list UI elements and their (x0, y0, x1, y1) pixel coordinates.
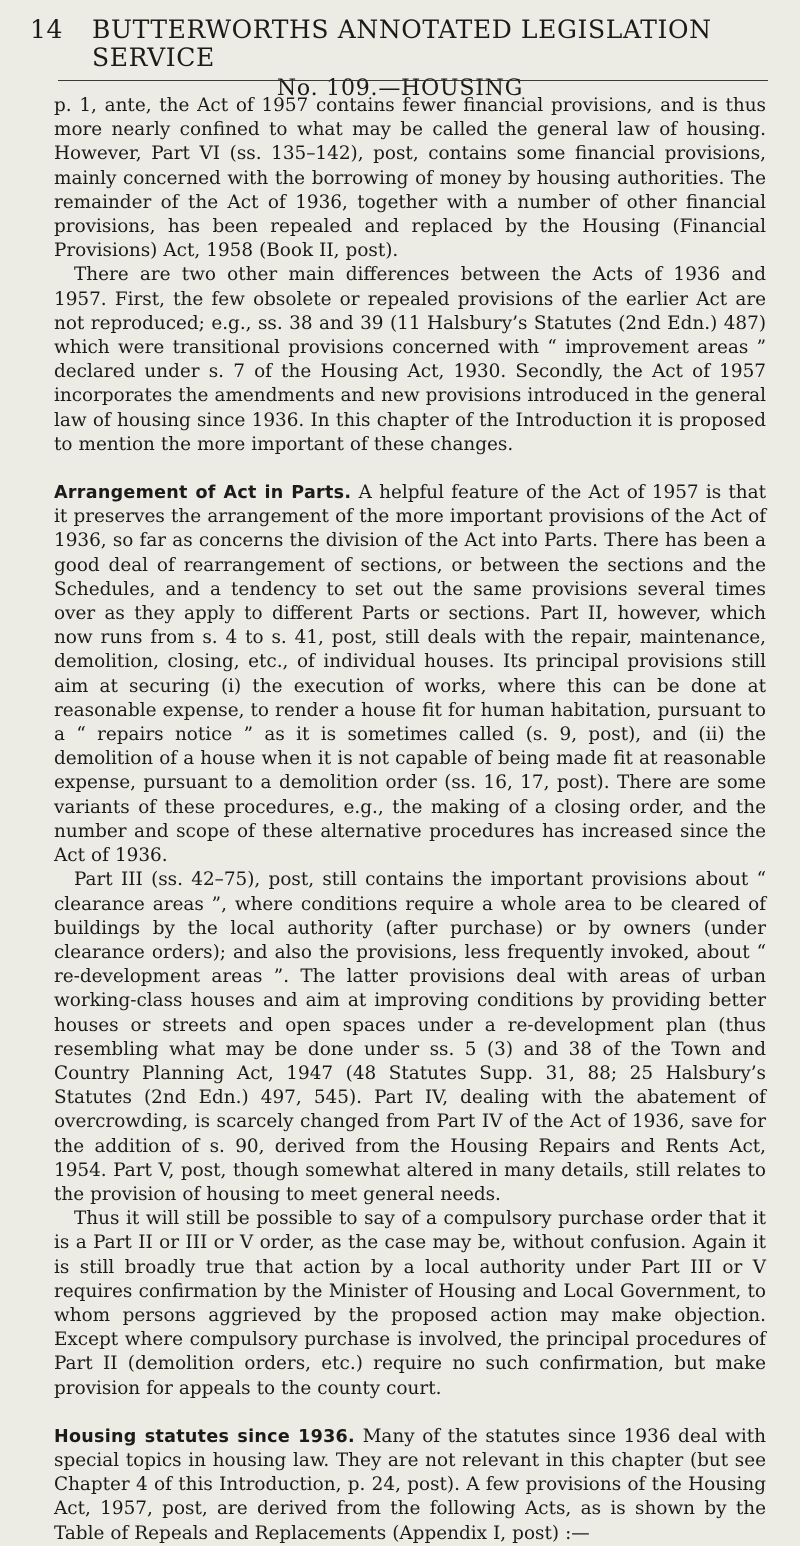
section-heading: Housing statutes since 1936. (54, 1426, 355, 1447)
page-number: 14 (30, 15, 64, 44)
series-subtitle: No. 109.—HOUSING (276, 76, 524, 101)
paragraph: p. 1, ante, the Act of 1957 contains fewer financial provisions, and is thus more nearly confined to what may be called the general law of housing. However, Part VI (ss. 135–142), post, contains some financial provisions, mainly concerned with the borrowing of money by housing authorities. The remainder of the Act of 1936, together with a number of other financial provisions, has been repealed and replaced by the Housing (Financial Provisions) Act, 1958 (Book II, post). (54, 95, 766, 262)
section-heading: Arrangement of Act in Parts. (54, 483, 352, 504)
paragraph (54, 481, 766, 868)
paragraph-text: A helpful feature of the Act of 1957 is that it preserves the arrangement of the more important provisions of the Act of 1936, so far as concerns the division of the Act into Parts. There has been a good deal of rearrangement of sections, or between the sections and the Schedules, and a tendency to set out the same provisions several times over as they apply to different Parts or sections. Part II, however, which now runs from s. 4 to s. 41, post, still deals with the repair, maintenance, demolition, closing, etc., of individual houses. Its principal provisions still aim at securing (i) the execution of works, where this can be done at reasonable expense, to render a house fit for human habitation, pursuant to a “ repairs notice ” as it is sometimes called (s. 9, post), and (ii) the demolition of a house when it is not capable of being made fit at reasonable expense, pursuant to a demolition order (ss. 16, 17, post). There are some variants of these procedures, e.g., the making of a closing order, and the number and scope of these alternative procedures has increased since the Act of 1936. (54, 482, 767, 867)
running-title: BUTTERWORTHS ANNOTATED LEGISLATION SERVICE (92, 15, 712, 72)
body-text (54, 94, 766, 1546)
header-rule (58, 80, 768, 81)
page-header (30, 16, 770, 102)
header-line (30, 16, 770, 72)
paragraph (54, 1425, 766, 1546)
paragraph: Part III (ss. 42–75), post, still contains the important provisions about “ clearance areas ”, where conditions require a whole area to be cleared of buildings by the local authority (after purchase) or by owners (under clearance orders); and also the provisions, less frequently invoked, about “ re-development areas ”. The latter provisions deal with areas of urban working-class houses and aim at improving conditions by providing better houses or streets and open spaces under a re-development plan (thus resembling what may be done under ss. 5 (3) and 38 of the Town and Country Planning Act, 1947 (48 Statutes Supp. 31, 88; 25 Halsbury’s Statutes (2nd Edn.) 497, 545). Part IV, dealing with the abatement of overcrowding, is scarcely changed from Part IV of the Act of 1936, save for the addition of s. 90, derived from the Housing Repairs and Rents Act, 1954. Part V, post, though somewhat altered in many details, still relates to the provision of housing to meet general needs. (54, 869, 766, 1205)
paragraph: There are two other main differences between the Acts of 1936 and 1957. First, the few obsolete or repealed provisions of the earlier Act are not reproduced; e.g., ss. 38 and 39 (11 Halsbury’s Statutes (2nd Edn.) 487) which were transitional provisions concerned with “ improvement areas ” declared under s. 7 of the Housing Act, 1930. Secondly, the Act of 1957 incorporates the amendments and new provisions introduced in the general law of housing since 1936. In this chapter of the Introduction it is proposed to mention the more important of these changes. (54, 264, 766, 455)
paragraph-text: Many of the statutes since 1936 deal with special topics in housing law. They are not relevant in this chapter (but see Chapter 4 of this Introduction, p. 24, post). A few provisions of the Housing Act, 1957, post, are derived from the following Acts, as is shown by the Table of Repeals and Replacements (Appendix I, post) :— (54, 1425, 766, 1544)
paragraph: Thus it will still be possible to say of a compulsory purchase order that it is a Part II or III or V order, as the case may be, without confusion. Again it is still broadly true that action by a local authority under Part III or V requires confirmation by the Minister of Housing and Local Government, to whom persons aggrieved by the proposed action may make objection. Except where compulsory purchase is involved, the principal procedures of Part II (demolition orders, etc.) require no such confirmation, but make provision for appeals to the county court. (54, 1208, 766, 1399)
